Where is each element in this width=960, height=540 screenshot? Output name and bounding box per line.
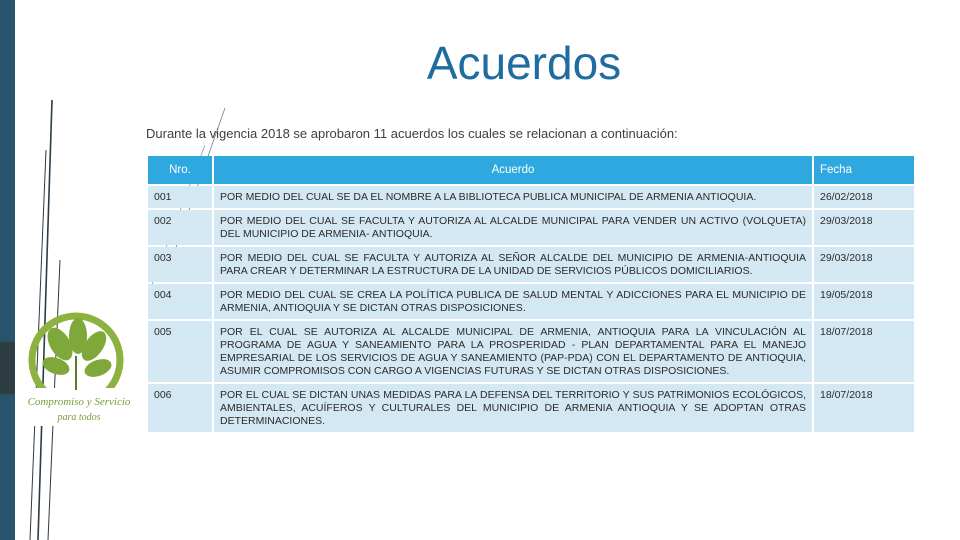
header-fecha: Fecha xyxy=(814,156,914,184)
logo-line1: Compromiso y Servicio xyxy=(27,396,131,408)
row-fecha: 29/03/2018 xyxy=(814,247,914,282)
row-nro: 006 xyxy=(148,384,212,432)
table-row xyxy=(148,210,914,245)
row-acuerdo: POR EL CUAL SE AUTORIZA AL ALCALDE MUNICIPAL DE ARMENIA, ANTIOQUIA PARA LA VINCULACIÓN AL PROGRAMA DE AGUA Y SANEAMIENTO PARA LA PROSPERIDAD - PLAN DEPARTAMENTAL PARA EL MANEJO EMPRESARIAL DE LOS SERVICIOS DE AGUA Y SANEAMIENTO (PAP-PDA) CON EL DEPARTAMENTO DE ANTIOQUIA, ASUMIR COMPROMISOS CON CARGO A VIGENCIAS FUTURAS Y SE DICTAN OTRAS DISPOSICIONES. xyxy=(214,321,812,382)
row-nro: 003 xyxy=(148,247,212,282)
intro-text: Durante la vigencia 2018 se aprobaron 11 acuerdos los cuales se relacionan a continuación: xyxy=(146,126,678,141)
logo-line2: para todos xyxy=(57,412,101,423)
table-row xyxy=(148,247,914,282)
row-nro: 005 xyxy=(148,321,212,382)
table-row xyxy=(148,284,914,319)
row-acuerdo: POR EL CUAL SE DICTAN UNAS MEDIDAS PARA LA DEFENSA DEL TERRITORIO Y SUS PATRIMONIOS ECOLÓGICOS, AMBIENTALES, ACUÍFEROS Y CULTURALES DEL MUNICIPIO DE ARMENIA ANTIOQUIA Y SE ADOPTAN OTRAS DETERMINACIONES. xyxy=(214,384,812,432)
header-acuerdo: Acuerdo xyxy=(214,156,812,184)
row-acuerdo: POR MEDIO DEL CUAL SE DA EL NOMBRE A LA BIBLIOTECA PUBLICA MUNICIPAL DE ARMENIA ANTIOQUIA. xyxy=(214,186,812,208)
page-title: Acuerdos xyxy=(426,37,622,89)
row-fecha: 18/07/2018 xyxy=(814,321,914,382)
header-nro: Nro. xyxy=(148,156,212,184)
table-row xyxy=(148,186,914,208)
row-fecha: 29/03/2018 xyxy=(814,210,914,245)
table-header-row xyxy=(148,156,914,184)
table-row xyxy=(148,321,914,382)
row-acuerdo: POR MEDIO DEL CUAL SE FACULTA Y AUTORIZA AL SEÑOR ALCALDE DEL MUNICIPIO DE ARMENIA-ANTIOQUIA PARA CREAR Y DETERMINAR LA ESTRUCTURA DE LA UNIDAD DE SERVICIOS PÚBLICOS DOMICILIARIOS. xyxy=(214,247,812,282)
acuerdos-table xyxy=(146,154,916,434)
row-nro: 001 xyxy=(148,186,212,208)
municipality-logo xyxy=(18,312,140,426)
row-nro: 004 xyxy=(148,284,212,319)
row-fecha: 18/07/2018 xyxy=(814,384,914,432)
row-acuerdo: POR MEDIO DEL CUAL SE CREA LA POLÍTICA PUBLICA DE SALUD MENTAL Y ADICCIONES PARA EL MUNICIPIO DE ARMENIA, ANTIOQUIA Y SE DICTAN OTRAS DISPOSICIONES. xyxy=(214,284,812,319)
row-fecha: 19/05/2018 xyxy=(814,284,914,319)
row-nro: 002 xyxy=(148,210,212,245)
table-row xyxy=(148,384,914,432)
row-fecha: 26/02/2018 xyxy=(814,186,914,208)
row-acuerdo: POR MEDIO DEL CUAL SE FACULTA Y AUTORIZA AL ALCALDE MUNICIPAL PARA VENDER UN ACTIVO (VOLQUETA) DEL MUNICIPIO DE ARMENIA- ANTIOQUIA. xyxy=(214,210,812,245)
